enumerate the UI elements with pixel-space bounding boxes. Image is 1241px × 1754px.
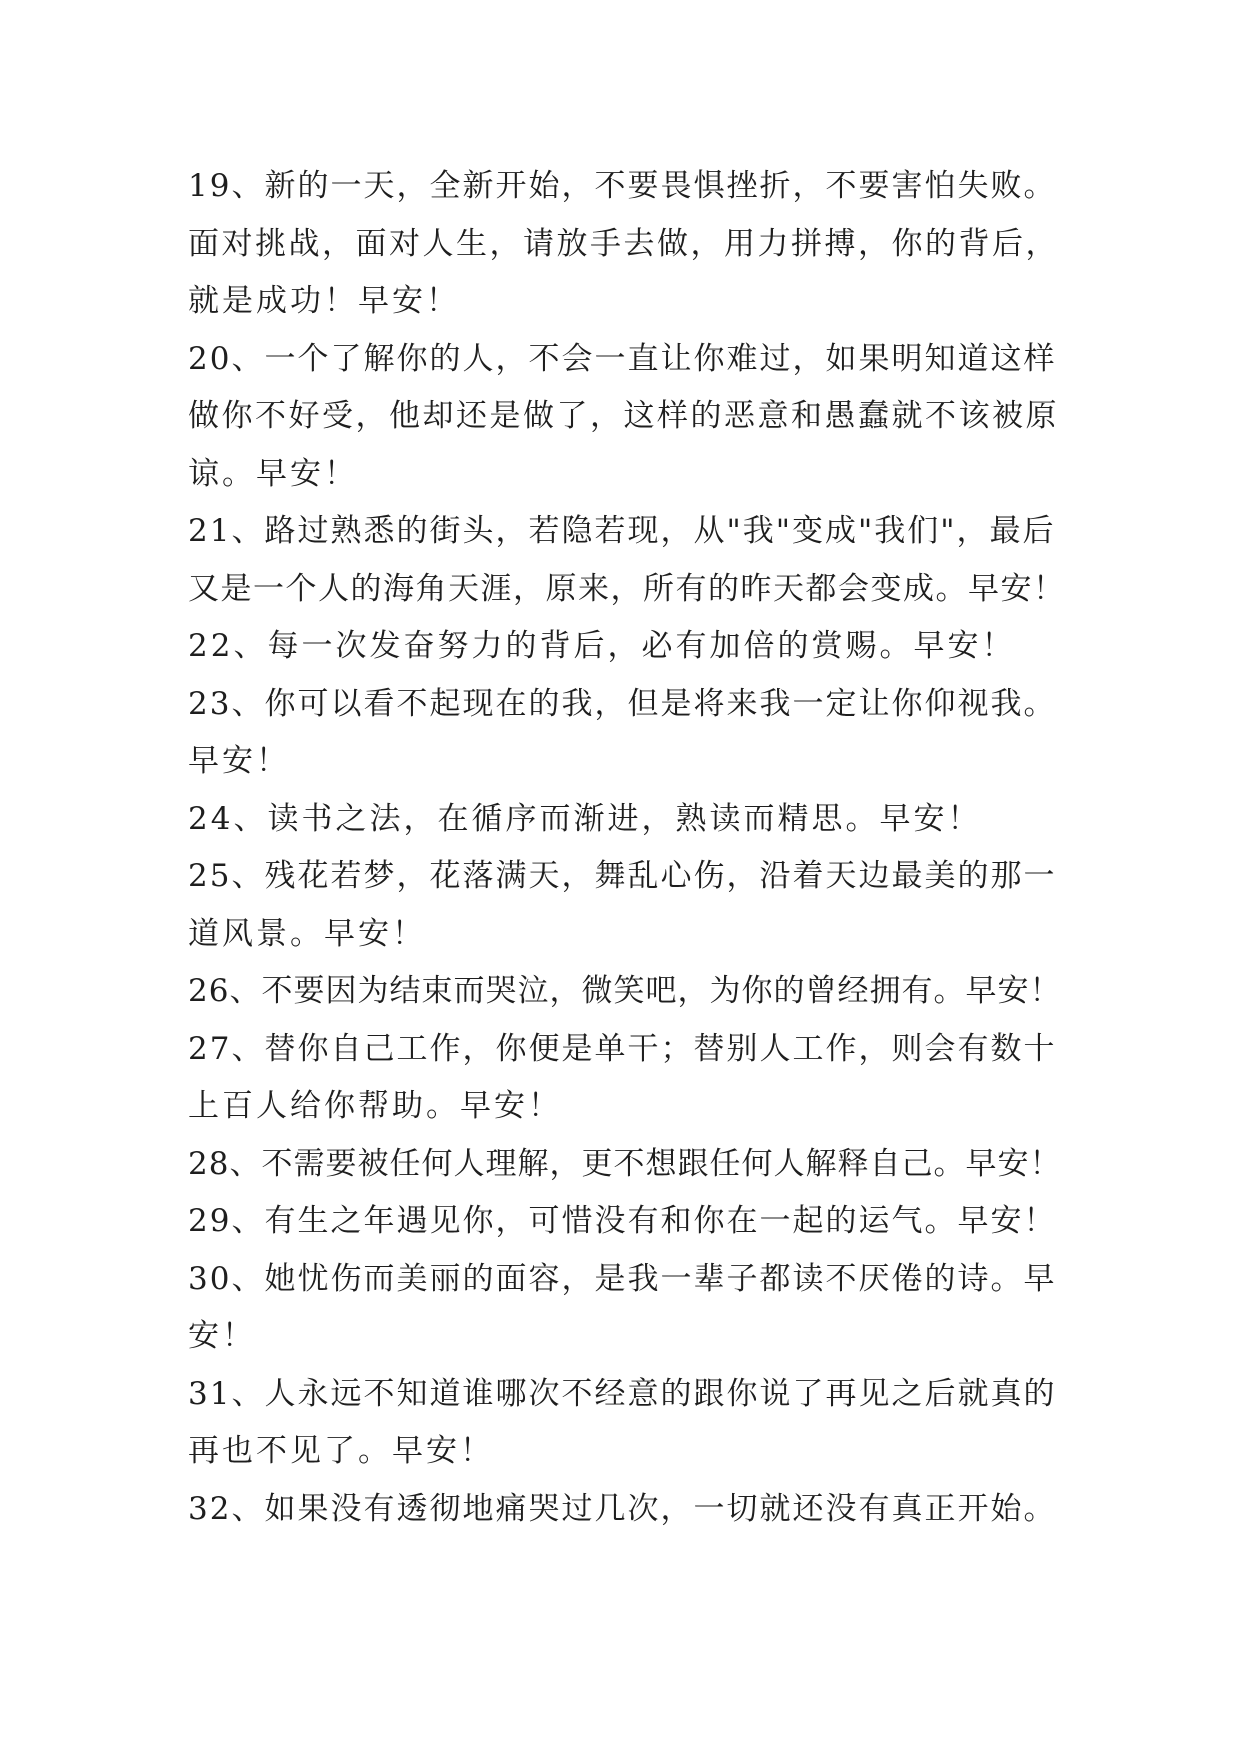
text-line: 就是成功！早安！ [188, 283, 460, 319]
text-line: 做你不好受，他却还是做了，这样的恶意和愚蠢就不该被原 [188, 398, 1059, 434]
document-body [188, 158, 1068, 1538]
text-line: 谅。早安！ [188, 455, 358, 492]
text-line: 23、你可以看不起现在的我，但是将来我一定让你仰视我。 [188, 685, 1057, 722]
text-line: 上百人给你帮助。早安！ [188, 1088, 562, 1124]
text-line: 31、人永远不知道谁哪次不经意的跟你说了再见之后就真的 [188, 1375, 1057, 1412]
text-line: 面对挑战，面对人生，请放手去做，用力拼搏，你的背后， [188, 225, 1059, 262]
text-line: 27、替你自己工作，你便是单干；替别人工作，则会有数十 [188, 1030, 1057, 1067]
text-line: 再也不见了。早安！ [188, 1433, 494, 1469]
text-line: 25、残花若梦，花落满天，舞乱心伤，沿着天边最美的那一 [188, 858, 1057, 894]
text-line: 19、新的一天，全新开始，不要畏惧挫折，不要害怕失败。 [188, 168, 1057, 204]
text-line: 21、路过熟悉的街头，若隐若现，从"我"变成"我们"，最后 [188, 513, 1056, 549]
text-line: 22、每一次发奋努力的背后，必有加倍的赏赐。早安！ [188, 628, 1016, 664]
text-line: 29、有生之年遇见你，可惜没有和你在一起的运气。早安！ [188, 1203, 1057, 1239]
text-line: 又是一个人的海角天涯，原来，所有的昨天都会变成。早安！ [188, 570, 1066, 607]
text-line: 早安！ [188, 743, 290, 779]
text-line: 26、不要因为结束而哭泣，微笑吧，为你的曾经拥有。早安！ [188, 973, 1062, 1009]
text-line: 28、不需要被任何人理解，更不想跟任何人解释自己。早安！ [188, 1145, 1062, 1182]
text-line: 30、她忧伤而美丽的面容，是我一辈子都读不厌倦的诗。早 [188, 1260, 1057, 1297]
text-line: 24、读书之法，在循序而渐进，熟读而精思。早安！ [188, 800, 982, 837]
text-line: 道风景。早安！ [188, 915, 426, 952]
text-line: 20、一个了解你的人，不会一直让你难过，如果明知道这样 [188, 340, 1057, 377]
text-line: 32、如果没有透彻地痛哭过几次，一切就还没有真正开始。 [188, 1490, 1057, 1527]
text-line: 安！ [188, 1318, 256, 1354]
